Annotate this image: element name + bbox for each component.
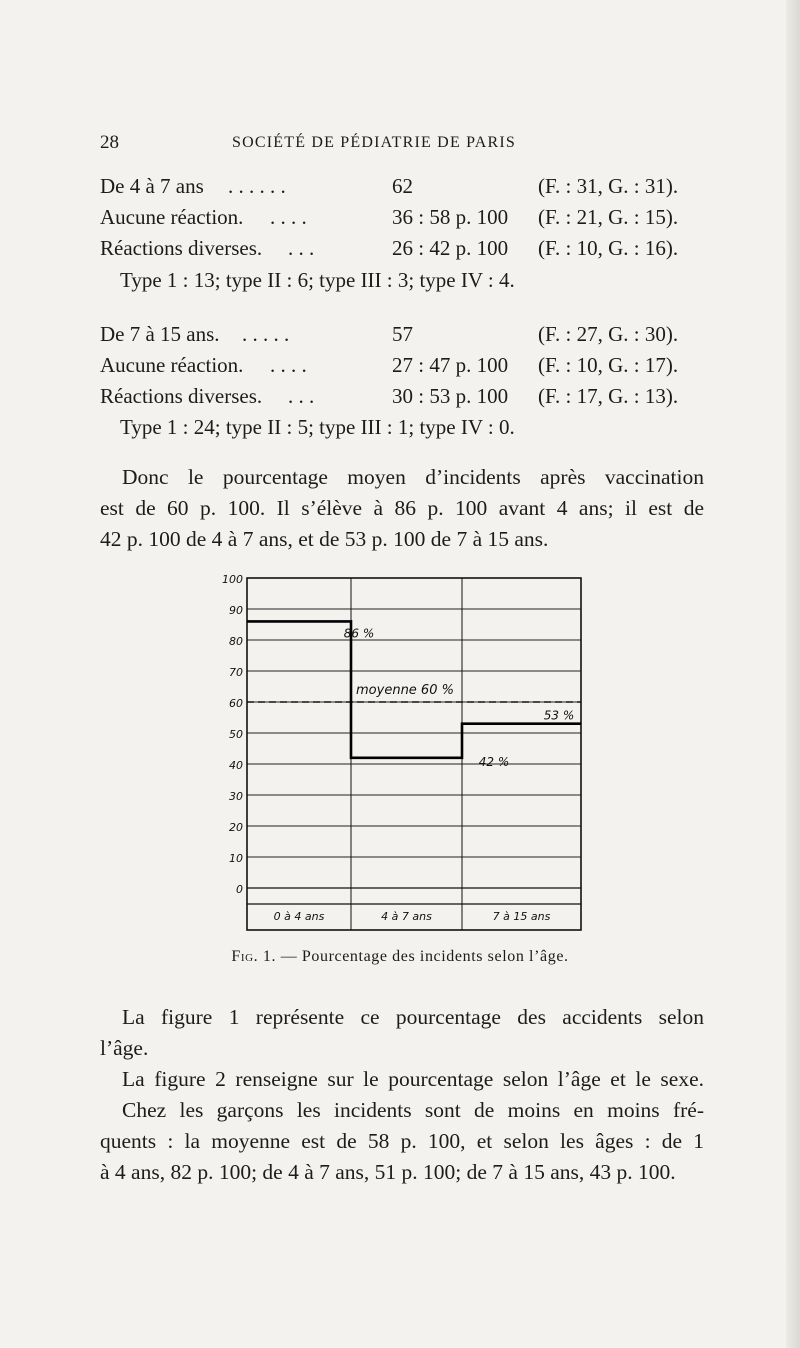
row-value: 26 : 42 p. 100: [392, 236, 509, 260]
figure-caption: [0, 948, 800, 966]
paragraph-summary: [100, 462, 704, 555]
bar: [462, 724, 581, 888]
text-line: Donc le pourcentage moyen d’incidents après vaccination: [122, 465, 704, 489]
stat-row: [100, 384, 710, 414]
row-dots: . . . .: [270, 205, 307, 229]
row-dots: . . . . .: [242, 322, 290, 346]
stat-row: [100, 353, 710, 383]
caption-text: — Pourcentage des incidents selon l’âge.: [280, 948, 569, 965]
type-summary: Type 1 : 24; type II : 5; type III : 1; type IV : 0.: [120, 415, 515, 439]
y-tick-label: 20: [229, 821, 243, 834]
row-sex-breakdown: (F. : 17, G. : 13).: [538, 384, 679, 408]
text-line: à 4 ans, 82 p. 100; de 4 à 7 ans, 51 p. 100; de 7 à 15 ans, 43 p. 100.: [100, 1160, 676, 1184]
data-label: 86 %: [343, 626, 375, 641]
row-sex-breakdown: (F. : 21, G. : 15).: [538, 205, 679, 229]
text-line: La figure 1 représente ce pourcentage des accidents selon: [122, 1005, 704, 1029]
row-label: De 7 à 15 ans.: [100, 322, 220, 346]
row-dots: . . . . . .: [228, 174, 286, 198]
age-incident-chart: [205, 562, 595, 938]
x-tick-label: 4 à 7 ans: [381, 910, 432, 923]
row-sex-breakdown: (F. : 27, G. : 30).: [538, 322, 679, 346]
row-value: 27 : 47 p. 100: [392, 353, 509, 377]
row-label: Réactions diverses.: [100, 384, 263, 408]
stat-row: [100, 205, 710, 235]
text-line: 42 p. 100 de 4 à 7 ans, et de 53 p. 100 de 7 à 15 ans.: [100, 527, 549, 551]
y-tick-label: 90: [229, 604, 243, 617]
type-summary: Type 1 : 13; type II : 6; type III : 3; type IV : 4.: [120, 268, 515, 292]
y-tick-label: 10: [229, 852, 243, 865]
row-value: 62: [392, 174, 413, 198]
row-value: 36 : 58 p. 100: [392, 205, 509, 229]
x-tick-label: 7 à 15 ans: [492, 910, 551, 923]
y-tick-label: 100: [222, 573, 243, 586]
stat-row: [100, 322, 710, 352]
text-line: La figure 2 renseigne sur le pourcentage selon l’âge et le sexe.: [122, 1067, 704, 1091]
x-tick-label: 0 à 4 ans: [273, 910, 325, 923]
row-sex-breakdown: (F. : 10, G. : 17).: [538, 353, 679, 377]
y-tick-label: 70: [229, 666, 243, 679]
row-sex-breakdown: (F. : 31, G. : 31).: [538, 174, 679, 198]
row-dots: . . .: [288, 236, 315, 260]
row-label: Aucune réaction.: [100, 353, 244, 377]
bar: [351, 758, 462, 888]
text-line: quents : la moyenne est de 58 p. 100, et selon les âges : de 1: [100, 1129, 704, 1153]
page-header: [0, 132, 800, 156]
row-dots: . . .: [288, 384, 315, 408]
row-label: Réactions diverses.: [100, 236, 263, 260]
page-edge-shadow: [786, 0, 800, 1348]
data-label: 42 %: [478, 754, 510, 769]
data-label: 53 %: [543, 708, 575, 723]
y-tick-label: 50: [229, 728, 243, 741]
paragraph-figure-2: [100, 1064, 704, 1188]
y-tick-label: 0: [236, 883, 243, 896]
stat-row: [100, 236, 710, 266]
row-sex-breakdown: (F. : 10, G. : 16).: [538, 236, 679, 260]
paragraph-figure-1: [100, 1002, 704, 1064]
row-label: Aucune réaction.: [100, 205, 244, 229]
running-head: SOCIÉTÉ DE PÉDIATRIE DE PARIS: [232, 134, 516, 151]
figure-label: Fig. 1.: [231, 948, 277, 965]
row-value: 30 : 53 p. 100: [392, 384, 509, 408]
row-label: De 4 à 7 ans: [100, 174, 204, 198]
y-tick-label: 80: [229, 635, 243, 648]
row-value: 57: [392, 322, 413, 346]
row-dots: . . . .: [270, 353, 307, 377]
y-tick-label: 30: [229, 790, 243, 803]
bar: [247, 621, 351, 888]
page-number: 28: [100, 132, 119, 153]
text-line: l’âge.: [100, 1036, 149, 1060]
text-line: est de 60 p. 100. Il s’élève à 86 p. 100 avant 4 ans; il est de: [100, 496, 704, 520]
mean-label: moyenne 60 %: [356, 683, 454, 698]
y-tick-label: 40: [229, 759, 243, 772]
stat-row: [100, 174, 710, 204]
y-tick-label: 60: [229, 697, 243, 710]
text-line: Chez les garçons les incidents sont de moins en moins fré-: [122, 1098, 704, 1122]
